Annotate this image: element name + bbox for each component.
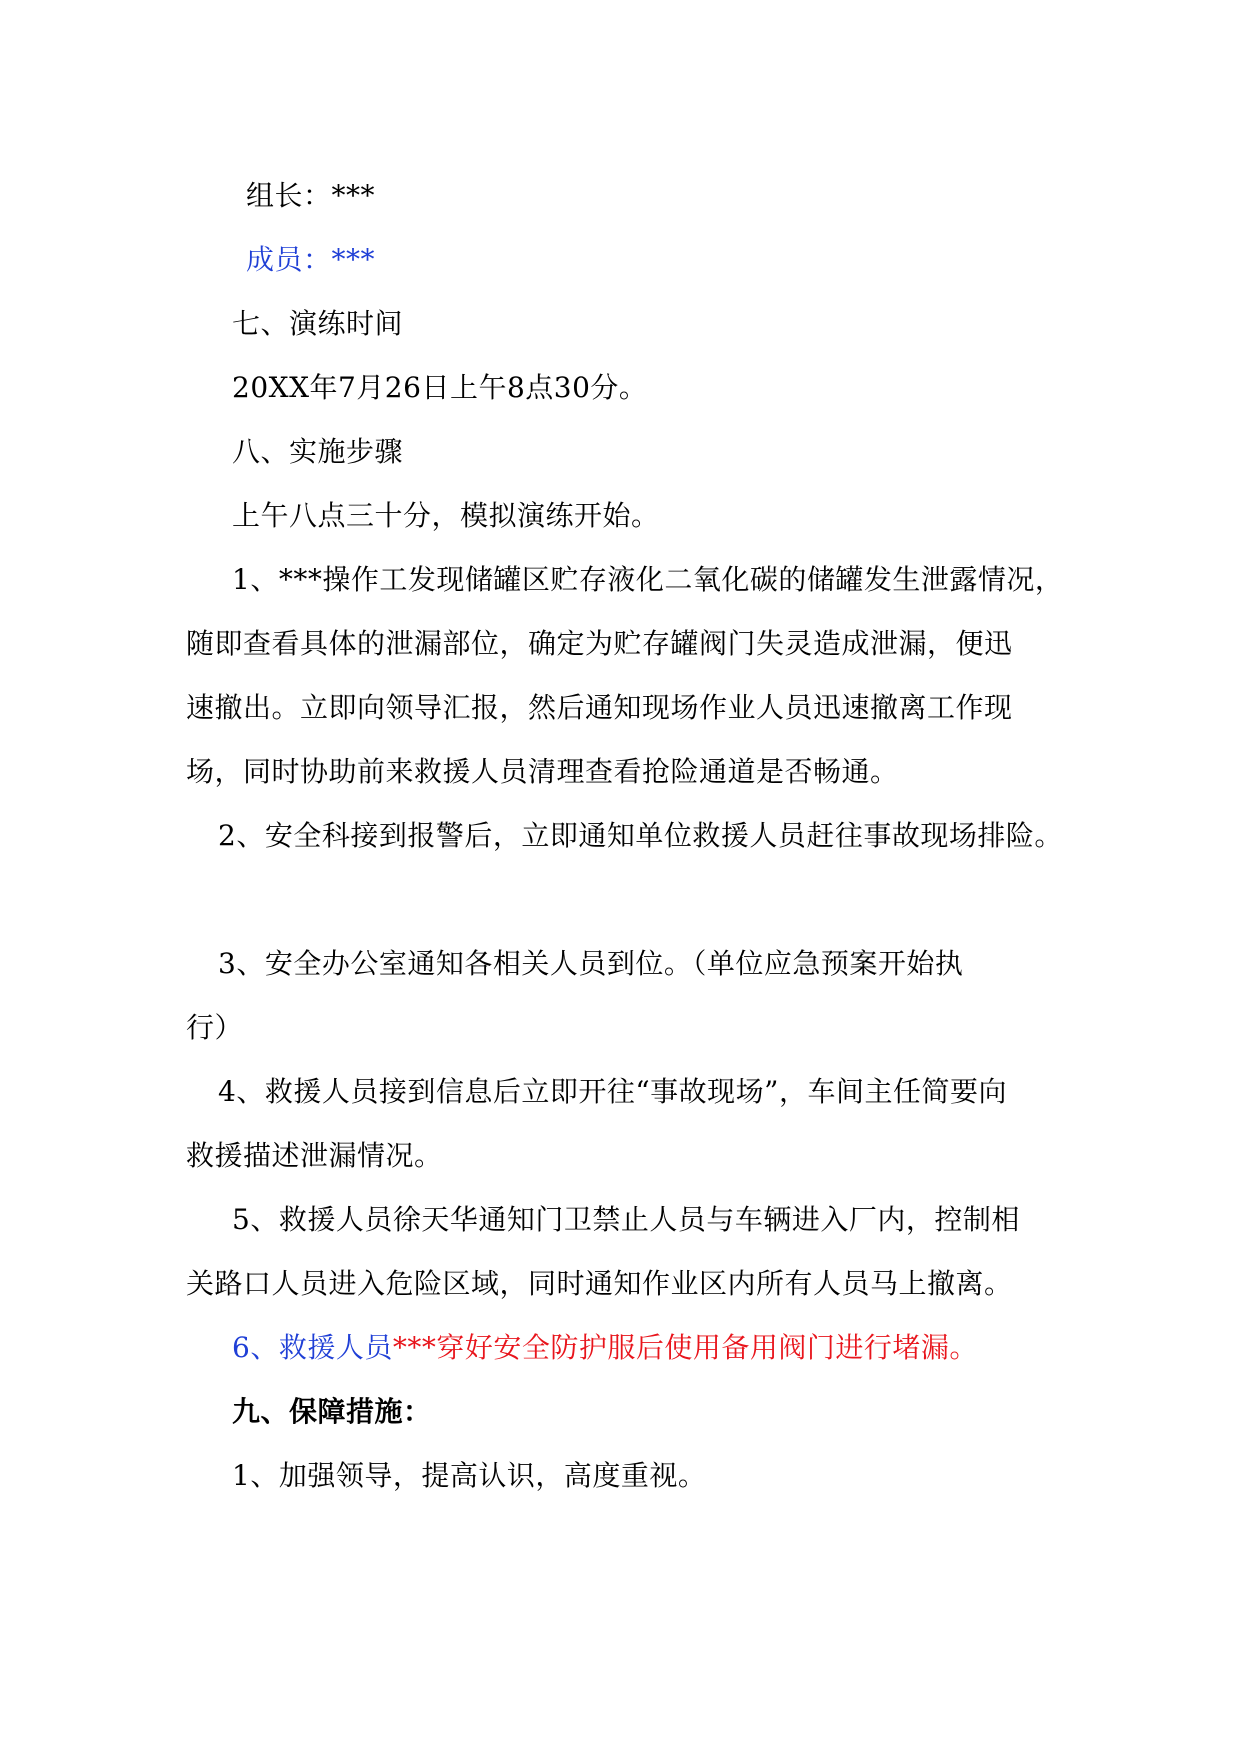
section-heading-steps: 八、实施步骤 (232, 435, 404, 468)
step-2: 2、安全科接到报警后，立即通知单位救援人员赶往事故现场排险。 (218, 819, 1063, 852)
step-1-line-2: 随即查看具体的泄漏部位，确定为贮存罐阀门失灵造成泄漏，便迅 (186, 627, 1013, 660)
safeguard-1: 1、加强领导，提高认识，高度重视。 (232, 1459, 707, 1492)
team-leader-line: 组长：*** (246, 179, 376, 212)
section-heading-drill-time: 七、演练时间 (232, 307, 404, 340)
step-3-line-1: 3、安全办公室通知各相关人员到位。（单位应急预案开始执 (218, 947, 964, 980)
step-3-line-2: 行） (186, 1011, 244, 1044)
step-5-line-1: 5、救援人员徐天华通知门卫禁止人员与车辆进入厂内，控制相 (232, 1203, 1020, 1236)
step-4-line-2: 救援描述泄漏情况。 (186, 1139, 443, 1172)
step-5-line-2: 关路口人员进入危险区域，同时通知作业区内所有人员马上撤离。 (186, 1267, 1013, 1300)
steps-intro: 上午八点三十分，模拟演练开始。 (232, 499, 660, 532)
step-6-blue-text: 6、救援人员 (232, 1331, 393, 1364)
step-6 (232, 1328, 978, 1368)
drill-time-value: 20XX年7月26日上午8点30分。 (232, 371, 648, 404)
step-1-line-4: 场，同时协助前来救援人员清理查看抢险通道是否畅通。 (186, 755, 899, 788)
team-members-line: 成员：*** (246, 243, 376, 276)
step-4-line-1: 4、救援人员接到信息后立即开往“事故现场”，车间主任简要向 (218, 1075, 1007, 1108)
step-1-line-1: 1、***操作工发现储罐区贮存液化二氧化碳的储罐发生泄露情况， (232, 563, 1064, 596)
section-heading-safeguards: 九、保障措施： (232, 1395, 432, 1428)
step-1-line-3: 速撤出。立即向领导汇报，然后通知现场作业人员迅速撤离工作现 (186, 691, 1013, 724)
step-6-red-text: ***穿好安全防护服后使用备用阀门进行堵漏。 (392, 1331, 978, 1364)
